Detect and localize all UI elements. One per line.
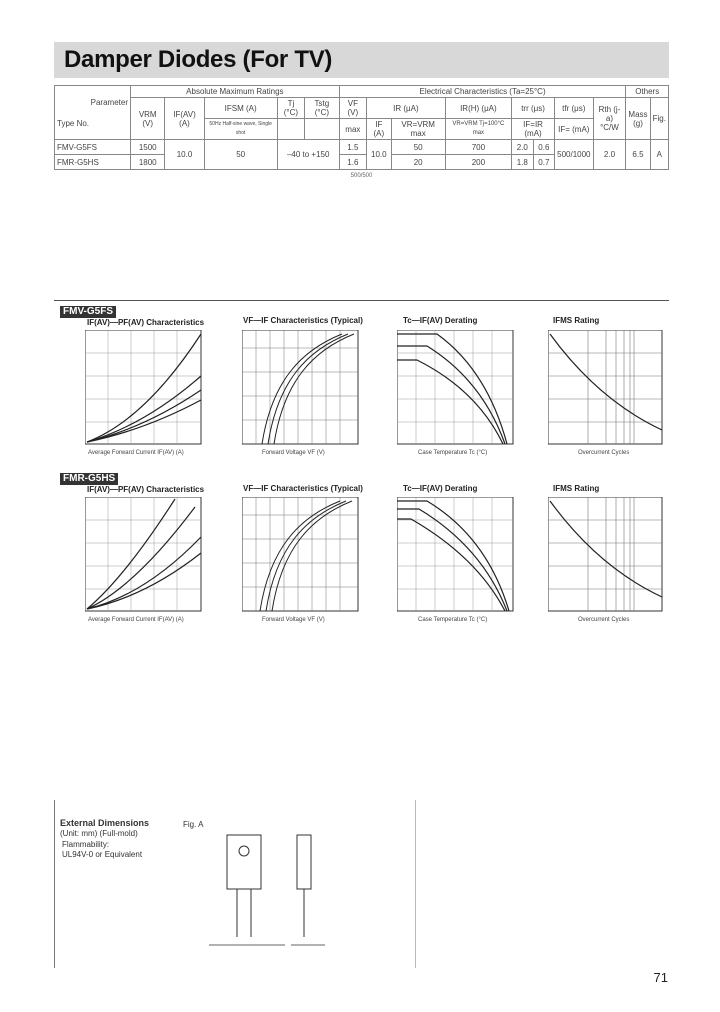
param-label: Parameter	[90, 97, 128, 107]
row-type: FMV-G5FS	[55, 140, 131, 155]
cell-ifsm: 50	[204, 140, 277, 170]
cell-if: 10.0	[367, 140, 392, 170]
chart3-title: Tc—IF(AV) Derating	[403, 316, 478, 325]
chart4b-plot	[548, 497, 664, 613]
chart1a-plot	[85, 330, 203, 446]
col-tfr: tfr (μs)	[555, 98, 593, 119]
chart1b-plot	[85, 497, 203, 613]
cell-vf: 1.5	[339, 140, 366, 155]
table-row	[55, 140, 669, 155]
cell-trr: 2.0	[511, 140, 533, 155]
col-rth: Rth (j-a) °C/W	[593, 98, 626, 140]
sub-vr-max: VR=VRM max	[391, 119, 445, 140]
col-fig: Fig.	[650, 98, 668, 140]
chart2-title: VF—IF Characteristics (Typical)	[243, 316, 363, 325]
chart2a-plot	[242, 330, 360, 446]
chart2b-title: VF—IF Characteristics (Typical)	[243, 484, 363, 493]
cell-ir: 20	[391, 155, 445, 170]
page-title: Damper Diodes (For TV)	[64, 46, 333, 73]
chart2a-xlabel: Forward Voltage VF (V)	[262, 450, 325, 456]
col-ifsm: IFSM (A)	[204, 98, 277, 119]
cell-ifav: 10.0	[165, 140, 204, 170]
chart1a-xlabel: Average Forward Current IF(AV) (A)	[88, 450, 184, 456]
ext-fig: Fig. A	[183, 820, 204, 829]
chart4a-xlabel: Overcurrent Cycles	[578, 450, 630, 456]
cell-vrm: 1500	[131, 140, 165, 155]
title-band	[54, 42, 669, 78]
cell-trr2: 0.6	[533, 140, 555, 155]
section-tag-fmr: FMR-G5HS	[60, 473, 118, 485]
ext-title: External Dimensions	[60, 818, 150, 828]
mid-rule	[415, 800, 416, 968]
chart3a-plot	[397, 330, 515, 446]
chart3a-xlabel: Case Temperature Tc (°C)	[418, 450, 488, 456]
left-rule	[54, 800, 55, 968]
col-vf: VF (V)	[339, 98, 366, 119]
cell-fig: A	[650, 140, 668, 170]
header-corner	[55, 86, 131, 140]
sub-if: IF (A)	[367, 119, 392, 140]
chart2b-plot	[242, 497, 360, 613]
cell-vrm: 1800	[131, 155, 165, 170]
cell-tj-tstg: –40 to +150	[277, 140, 339, 170]
cell-ir: 50	[391, 140, 445, 155]
chart4b-title: IFMS Rating	[553, 484, 600, 493]
chart2b-xlabel: Forward Voltage VF (V)	[262, 617, 325, 623]
section-tag-fmv: FMV-G5FS	[60, 306, 116, 318]
chart3b-title: Tc—IF(AV) Derating	[403, 484, 478, 493]
col-tstg: Tstg (°C)	[305, 98, 340, 119]
cell-irh: 700	[445, 140, 511, 155]
spec-table	[54, 85, 669, 181]
chart3b-plot	[397, 497, 515, 613]
col-tj: Tj (°C)	[277, 98, 304, 119]
chart1-title: IF(AV)—PF(AV) Characteristics	[87, 318, 205, 327]
cell-mass: 6.5	[626, 140, 650, 170]
ext-unit: (Unit: mm) (Full-mold)	[60, 829, 138, 838]
sub-ifmt: IF= (mA)	[555, 119, 593, 140]
chart3b-xlabel: Case Temperature Tc (°C)	[418, 617, 488, 623]
row-type: FMR-G5HS	[55, 155, 131, 170]
others-header: Others	[626, 86, 669, 98]
amr-header: Absolute Maximum Ratings	[131, 86, 340, 98]
package-drawing	[185, 815, 345, 965]
elec-header: Electrical Characteristics (Ta=25°C)	[339, 86, 626, 98]
ifsm-note: 50Hz Half-sine wave, Single shot	[204, 119, 277, 140]
divider	[54, 300, 669, 301]
col-ifav: IF(AV) (A)	[165, 98, 204, 140]
chart4b-xlabel: Overcurrent Cycles	[578, 617, 630, 623]
col-mass: Mass (g)	[626, 98, 650, 140]
cell-irh: 200	[445, 155, 511, 170]
col-trr: trr (μs)	[511, 98, 554, 119]
chart4-title: IFMS Rating	[553, 316, 600, 325]
chart4a-plot	[548, 330, 664, 446]
trr-cond: 500/500	[350, 173, 373, 179]
chart1b-xlabel: Average Forward Current IF(AV) (A)	[88, 617, 184, 623]
cell-rth: 2.0	[593, 140, 626, 170]
ext-flam1: Flammability:	[62, 840, 110, 849]
cell-trr2: 0.7	[533, 155, 555, 170]
ext-flam2: UL94V-0 or Equivalent	[62, 850, 143, 859]
cell-trr: 1.8	[511, 155, 533, 170]
sub-ifm: IF=IR (mA)	[511, 119, 554, 140]
sub-max: max	[339, 119, 366, 140]
type-label: Type No.	[57, 118, 90, 128]
page-number: 71	[653, 970, 668, 985]
cell-vf: 1.6	[339, 155, 366, 170]
cell-tfr-cond: 500/1000	[555, 140, 593, 170]
col-irh: IR(H) (μA)	[445, 98, 511, 119]
col-ir: IR (μA)	[367, 98, 446, 119]
chart1b-title: IF(AV)—PF(AV) Characteristics	[87, 485, 205, 494]
sub-vr-vrm: VR=VRM Tj=100°C max	[445, 119, 511, 140]
col-vrm: VRM (V)	[131, 98, 165, 140]
